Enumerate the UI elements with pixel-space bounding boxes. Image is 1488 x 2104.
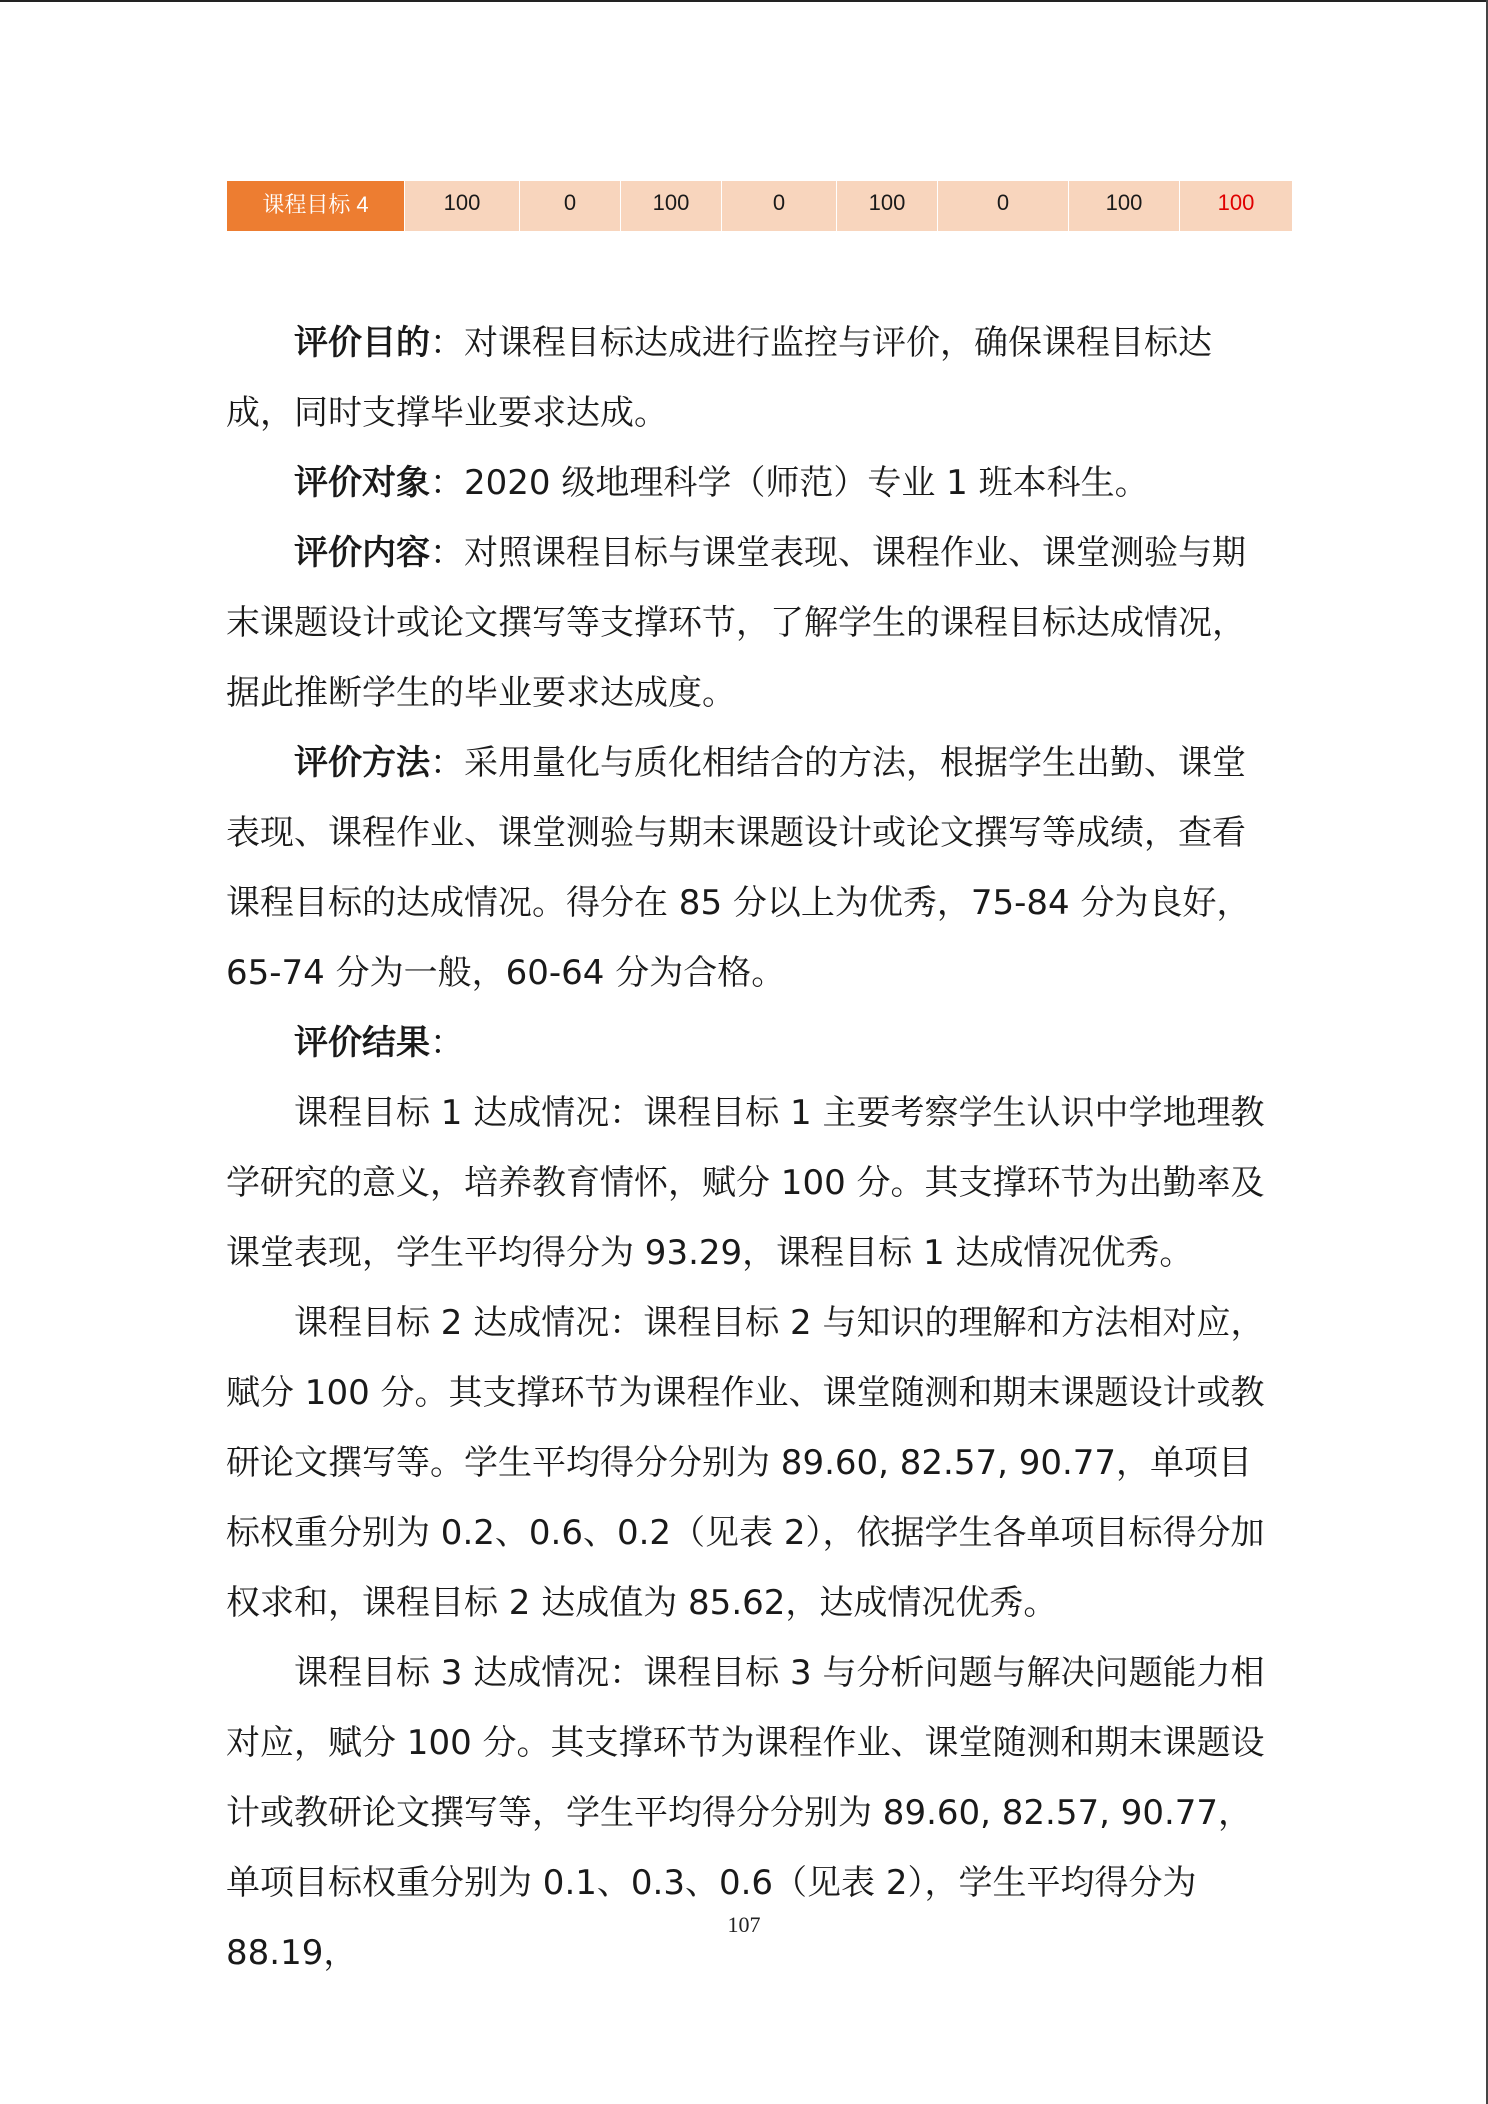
table-cell: 100	[621, 181, 722, 232]
table-cell: 100	[405, 181, 520, 232]
paragraph-lead: 评价内容	[294, 533, 430, 573]
paragraph-method	[226, 728, 1266, 1008]
table-cell: 0	[722, 181, 837, 232]
table-cell: 0	[520, 181, 621, 232]
page-border-top	[0, 0, 1488, 2]
paragraph-text: ：2020 级地理科学（师范）专业 1 班本科生。	[430, 463, 1149, 503]
table-cell: 100	[1069, 181, 1180, 232]
paragraph-purpose	[226, 308, 1266, 448]
paragraph-subject	[226, 448, 1266, 518]
paragraph-lead: 评价目的	[294, 323, 430, 363]
table-cell-highlight: 100	[1180, 181, 1293, 232]
paragraph-text: 课程目标 1 达成情况：课程目标 1 主要考察学生认识中学地理教学研究的意义，培养教育情怀，赋分 100 分。其支撑环节为出勤率及课堂表现，学生平均得分为 93.29，课程目标 1 达成情况优秀。	[226, 1093, 1265, 1273]
table-row-label: 课程目标 4	[227, 181, 405, 232]
paragraph-result	[226, 1008, 1266, 1078]
table-row	[227, 181, 1293, 232]
paragraph-text: ：采用量化与质化相结合的方法，根据学生出勤、课堂表现、课程作业、课堂测验与期末课题设计或论文撰写等成绩，查看课程目标的达成情况。得分在 85 分以上为优秀，75-84 分为良好，65-74 分为一般，60-64 分为合格。	[226, 743, 1251, 993]
paragraph-text: ：对课程目标达成进行监控与评价，确保课程目标达成，同时支撑毕业要求达成。	[226, 323, 1212, 433]
paragraph-lead: 评价方法	[294, 743, 430, 783]
document-body	[226, 308, 1266, 1988]
score-table	[226, 180, 1293, 232]
page-number: 107	[727, 1912, 761, 1937]
paragraph-text: ：	[430, 1023, 464, 1063]
paragraph-goal-1	[226, 1078, 1266, 1288]
paragraph-lead: 评价对象	[294, 463, 430, 503]
paragraph-goal-2	[226, 1288, 1266, 1638]
paragraph-text: 课程目标 3 达成情况：课程目标 3 与分析问题与解决问题能力相对应，赋分 100 分。其支撑环节为课程作业、课堂随测和期末课题设计或教研论文撰写等，学生平均得分分别为 89.60, 82.57, 90.77，单项目标权重分别为 0.1、0.3、0.6（见表 2），学生平均得分为 88.19，	[226, 1653, 1265, 1973]
paragraph-text: 课程目标 2 达成情况：课程目标 2 与知识的理解和方法相对应，赋分 100 分。其支撑环节为课程作业、课堂随测和期末课题设计或教研论文撰写等。学生平均得分分别为 89.60, 82.57, 90.77，单项目标权重分别为 0.2、0.6、0.2（见表 2），依据学生各单项目标得分加权求和，课程目标 2 达成值为 85.62，达成情况优秀。	[226, 1303, 1265, 1623]
paragraph-lead: 评价结果	[294, 1023, 430, 1063]
table-cell: 0	[938, 181, 1069, 232]
table-cell: 100	[837, 181, 938, 232]
paragraph-content	[226, 518, 1266, 728]
paragraph-text: ：对照课程目标与课堂表现、课程作业、课堂测验与期末课题设计或论文撰写等支撑环节，了解学生的课程目标达成情况，据此推断学生的毕业要求达成度。	[226, 533, 1246, 713]
